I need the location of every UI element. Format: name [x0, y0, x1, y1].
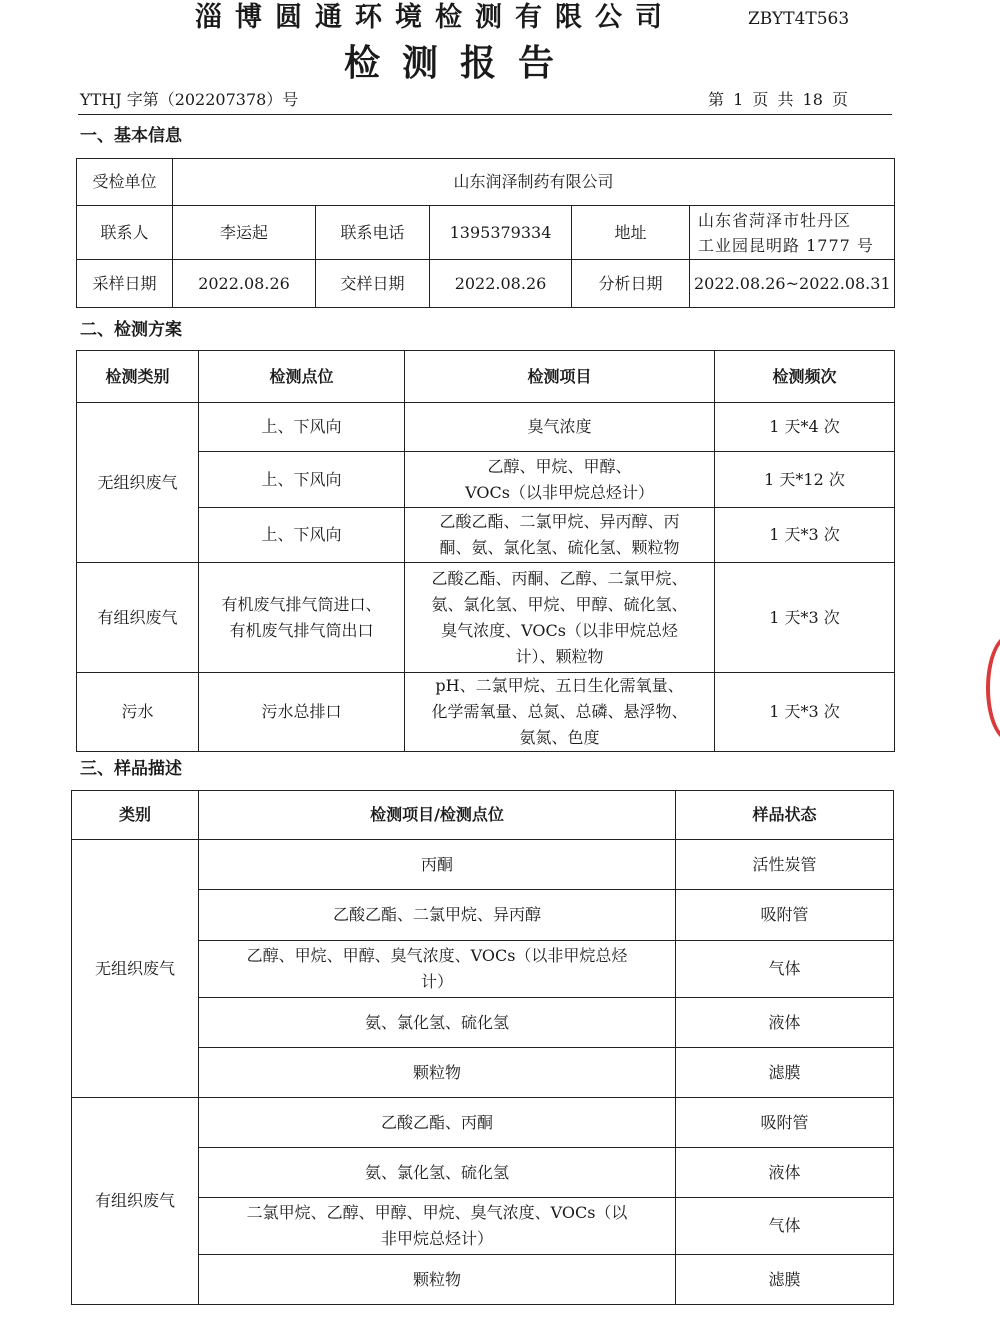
- samples-state: 吸附管: [676, 1098, 894, 1148]
- plan-category: 无组织废气: [77, 403, 199, 563]
- address-line-2: 工业园昆明路 1777 号: [698, 235, 874, 255]
- report-number: YTHJ 字第（202207378）号: [80, 90, 299, 109]
- samples-items: 颗粒物: [199, 1255, 676, 1305]
- value-contact: 李运起: [173, 206, 316, 260]
- plan-frequency: 1 天*4 次: [715, 403, 895, 452]
- samples-items: 乙酸乙酯、丙酮: [199, 1098, 676, 1148]
- plan-header-category: 检测类别: [77, 351, 199, 403]
- value-delivery-date: 2022.08.26: [430, 260, 572, 308]
- samples-state: 气体: [676, 941, 894, 998]
- plan-point-line: 有机废气排气筒进口、: [221, 594, 382, 614]
- plan-frequency: 1 天*3 次: [715, 563, 895, 673]
- samples-state: 滤膜: [676, 1255, 894, 1305]
- samples-state: 液体: [676, 998, 894, 1048]
- plan-items: [405, 563, 715, 673]
- samples-state: 活性炭管: [676, 840, 894, 890]
- table-row: [72, 1098, 894, 1148]
- red-seal-stamp: [986, 634, 1000, 742]
- plan-items: [405, 403, 715, 452]
- basic-info-table: [76, 158, 895, 308]
- samples-items: [199, 1198, 676, 1255]
- plan-item-line: 酮、氨、氯化氢、硫化氢、颗粒物: [439, 538, 680, 557]
- table-row: [77, 403, 895, 452]
- page-number: 第 1 页 共 18 页: [708, 90, 848, 109]
- plan-item-line: 臭气浓度: [527, 417, 592, 436]
- label-unit: 受检单位: [77, 159, 173, 206]
- plan-frequency: 1 天*3 次: [715, 508, 895, 563]
- plan-point: 上、下风向: [199, 403, 405, 452]
- plan-item-line: 乙酸乙酯、二氯甲烷、异丙醇、丙: [439, 512, 680, 531]
- value-phone: 1395379334: [430, 206, 572, 260]
- plan-header-items: 检测项目: [405, 351, 715, 403]
- header-rule: [78, 114, 892, 115]
- label-phone: 联系电话: [316, 206, 430, 260]
- samples-items: 乙酸乙酯、二氯甲烷、异丙醇: [199, 890, 676, 941]
- plan-category: 污水: [77, 673, 199, 752]
- section-basic-info: 一、基本信息: [80, 126, 182, 146]
- label-contact: 联系人: [77, 206, 173, 260]
- label-analysis-date: 分析日期: [572, 260, 690, 308]
- samples-state: 滤膜: [676, 1048, 894, 1098]
- address-line-1: 山东省菏泽市牡丹区: [698, 210, 852, 230]
- samples-state: 气体: [676, 1198, 894, 1255]
- plan-item-line: 氨、氯化氢、甲烷、甲醇、硫化氢、: [431, 594, 688, 614]
- value-address: [690, 206, 895, 260]
- plan-point: 上、下风向: [199, 452, 405, 508]
- plan-item-line: pH、二氯甲烷、五日生化需氧量、: [435, 676, 684, 695]
- plan-items: [405, 452, 715, 508]
- plan-point: 上、下风向: [199, 508, 405, 563]
- plan-category: 有组织废气: [77, 563, 199, 673]
- plan-item-line: 臭气浓度、VOCs（以非甲烷总烃: [441, 620, 678, 640]
- samples-items: 氨、氯化氢、硫化氢: [199, 998, 676, 1048]
- samples-item-line: 二氯甲烷、乙醇、甲醇、甲烷、臭气浓度、VOCs（以: [246, 1203, 628, 1222]
- plan-item-line: 乙酸乙酯、丙酮、乙醇、二氯甲烷、: [431, 568, 688, 588]
- plan-item-line: VOCs（以非甲烷总烃计）: [465, 482, 654, 502]
- plan-point: [199, 563, 405, 673]
- samples-table: [71, 790, 894, 1305]
- samples-item-line: 非甲烷总烃计）: [380, 1229, 493, 1248]
- plan-item-line: 乙醇、甲烷、甲醇、: [487, 456, 632, 476]
- plan-frequency: 1 天*3 次: [715, 673, 895, 752]
- section-samples: 三、样品描述: [80, 759, 182, 779]
- samples-header-state: 样品状态: [676, 791, 894, 840]
- plan-point: 污水总排口: [199, 673, 405, 752]
- label-sample-date: 采样日期: [77, 260, 173, 308]
- samples-items: 颗粒物: [199, 1048, 676, 1098]
- table-row: [77, 508, 895, 563]
- plan-point-line: 有机废气排气筒出口: [229, 620, 374, 640]
- plan-frequency: 1 天*12 次: [715, 452, 895, 508]
- value-analysis-date: 2022.08.26~2022.08.31: [690, 260, 895, 308]
- label-delivery-date: 交样日期: [316, 260, 430, 308]
- plan-item-line: 计）、颗粒物: [515, 646, 604, 666]
- samples-category: 无组织废气: [72, 840, 199, 1098]
- label-address: 地址: [572, 206, 690, 260]
- table-row: [77, 452, 895, 508]
- table-row: [77, 563, 895, 673]
- document-code: ZBYT4T563: [748, 9, 850, 29]
- table-row: [72, 840, 894, 890]
- value-sample-date: 2022.08.26: [173, 260, 316, 308]
- plan-items: [405, 508, 715, 563]
- plan-header-point: 检测点位: [199, 351, 405, 403]
- samples-item-line: 乙醇、甲烷、甲醇、臭气浓度、VOCs（以非甲烷总烃: [246, 946, 628, 965]
- samples-items: [199, 941, 676, 998]
- plan-item-line: 氨氮、色度: [519, 728, 600, 747]
- plan-items: [405, 673, 715, 752]
- samples-item-line: 计）: [420, 972, 453, 991]
- plan-item-line: 化学需氧量、总氮、总磷、悬浮物、: [431, 702, 688, 721]
- samples-category: 有组织废气: [72, 1098, 199, 1305]
- samples-header-category: 类别: [72, 791, 199, 840]
- report-title: 检测报告: [343, 42, 576, 84]
- company-name: 淄博圆通环境检测有限公司: [195, 2, 675, 33]
- table-row: [77, 673, 895, 752]
- plan-table: [76, 350, 895, 752]
- samples-header-items: 检测项目/检测点位: [199, 791, 676, 840]
- value-unit: 山东润泽制药有限公司: [173, 159, 895, 206]
- plan-header-frequency: 检测频次: [715, 351, 895, 403]
- section-plan: 二、检测方案: [80, 320, 182, 340]
- samples-state: 液体: [676, 1148, 894, 1198]
- samples-items: 氨、氯化氢、硫化氢: [199, 1148, 676, 1198]
- samples-state: 吸附管: [676, 890, 894, 941]
- samples-items: 丙酮: [199, 840, 676, 890]
